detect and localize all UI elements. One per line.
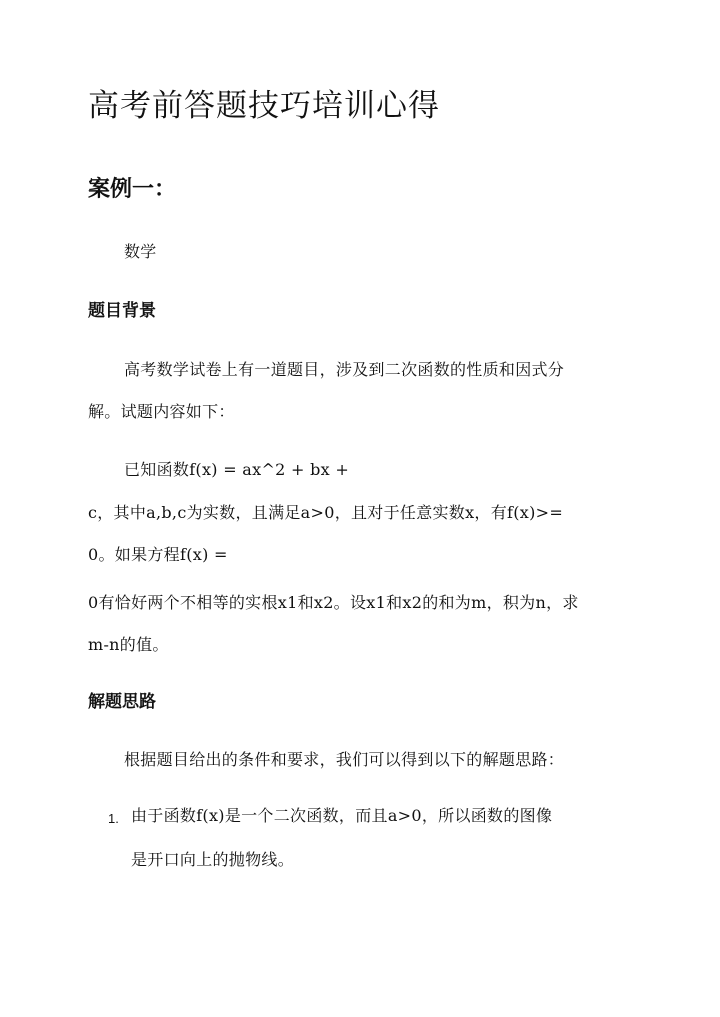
- problem-line-2: c，其中a,b,c为实数，且满足a>0，且对于任意实数x，有f(x)>=: [88, 503, 564, 522]
- document-title: 高考前答题技巧培训心得: [88, 88, 440, 124]
- problem-line-5: m-n的值。: [88, 635, 169, 654]
- list-item-line-1: 由于函数f(x)是一个二次函数，而且a>0，所以函数的图像: [131, 806, 553, 825]
- problem-line-1: 已知函数f(x) = ax^2 + bx +: [124, 460, 350, 479]
- background-paragraph-line-2: 解。试题内容如下：: [88, 402, 235, 421]
- problem-line-4: 0有恰好两个不相等的实根x1和x2。设x1和x2的和为m，积为n，求: [88, 593, 579, 612]
- section-heading-background: 题目背景: [88, 301, 156, 321]
- subject-label: 数学: [124, 242, 157, 261]
- case-heading: 案例一：: [88, 176, 177, 202]
- list-item-line-2: 是开口向上的抛物线。: [131, 850, 295, 869]
- list-number: 1.: [108, 811, 119, 826]
- background-paragraph-line-1: 高考数学试卷上有一道题目，涉及到二次函数的性质和因式分: [124, 360, 565, 379]
- section-heading-approach: 解题思路: [88, 692, 156, 712]
- problem-line-3: 0。如果方程f(x) =: [88, 545, 228, 564]
- approach-paragraph: 根据题目给出的条件和要求，我们可以得到以下的解题思路：: [124, 750, 565, 769]
